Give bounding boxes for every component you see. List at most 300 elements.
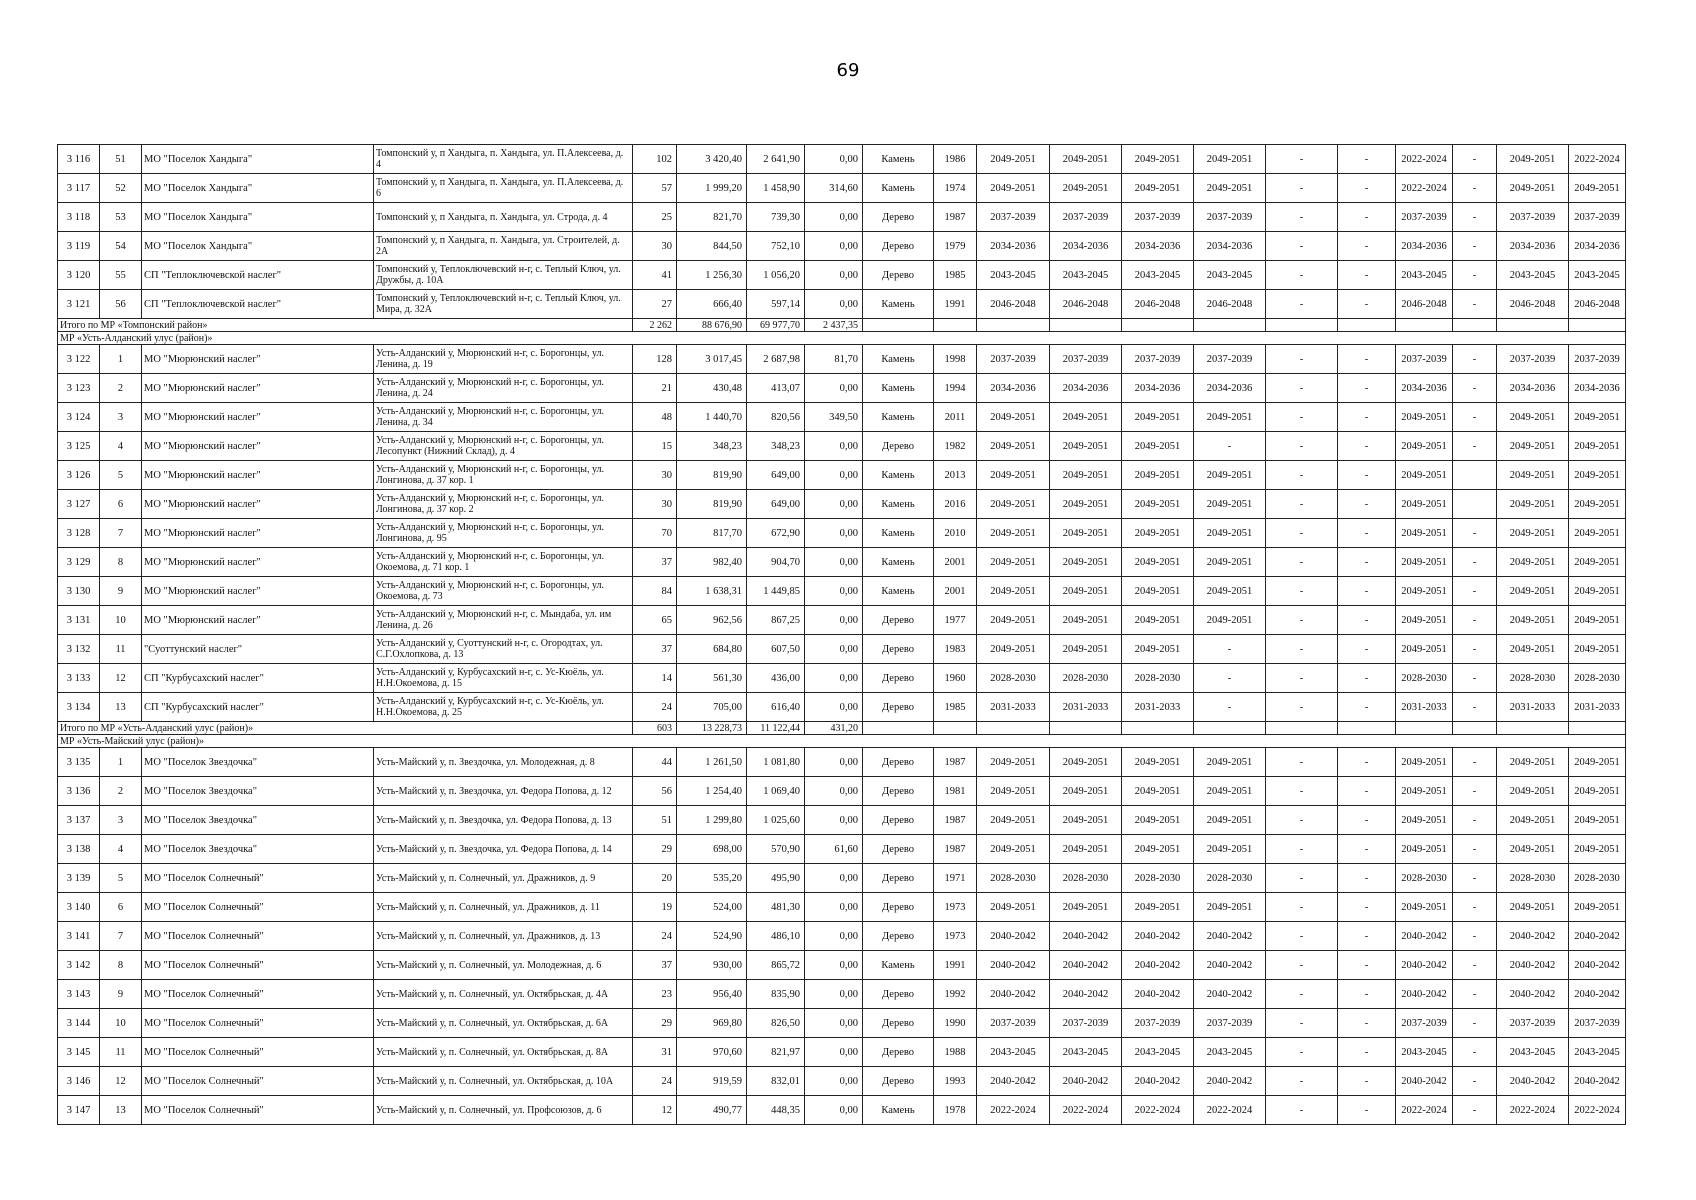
nonresidential-area-cell: 0,00 <box>805 980 863 1009</box>
address-cell: Усть-Алданский у, Мюрюнский н-г, с. Борогонцы, ул. Окоемова, д. 73 <box>374 577 633 606</box>
period-cell: 2034-2036 <box>1497 374 1569 403</box>
period-cell: 2046-2048 <box>977 290 1050 319</box>
empty-cell <box>1497 319 1569 332</box>
period-cell: 2031-2033 <box>1396 693 1453 722</box>
total-area-cell: 698,00 <box>677 835 747 864</box>
period-cell: 2049-2051 <box>1050 606 1122 635</box>
ordinal: 4 <box>100 432 142 461</box>
total-area-cell: 970,60 <box>677 1038 747 1067</box>
total-area-cell: 684,80 <box>677 635 747 664</box>
total-area-cell: 1 256,30 <box>677 261 747 290</box>
living-area-cell: 495,90 <box>747 864 805 893</box>
ordinal: 12 <box>100 1067 142 1096</box>
table-row <box>58 1038 1626 1067</box>
total-area-cell: 666,40 <box>677 290 747 319</box>
year-built-cell: 1979 <box>934 232 977 261</box>
address-cell: Усть-Алданский у, Мюрюнский н-г, с. Борогонцы, ул. Лонгинова, д. 95 <box>374 519 633 548</box>
total-area-cell: 982,40 <box>677 548 747 577</box>
wall-material-cell: Дерево <box>863 203 934 232</box>
address-cell: Усть-Алданский у, Мюрюнский н-г, с. Борогонцы, ул. Лесопункт (Нижний Склад), д. 4 <box>374 432 633 461</box>
period-cell: - <box>1453 951 1497 980</box>
record-number: 3 121 <box>58 290 100 319</box>
living-area-cell: 597,14 <box>747 290 805 319</box>
period-cell: 2028-2030 <box>1569 664 1626 693</box>
apartments-cell: 56 <box>633 777 677 806</box>
section-header-row <box>58 332 1626 345</box>
period-cell: 2037-2039 <box>1194 345 1266 374</box>
period-cell: - <box>1338 893 1396 922</box>
period-cell: 2049-2051 <box>977 577 1050 606</box>
period-cell: 2040-2042 <box>1569 922 1626 951</box>
period-cell: - <box>1453 577 1497 606</box>
table-row <box>58 835 1626 864</box>
apartments-cell: 30 <box>633 490 677 519</box>
period-cell: - <box>1453 403 1497 432</box>
period-cell: - <box>1338 1067 1396 1096</box>
period-cell: 2034-2036 <box>1122 374 1194 403</box>
table-row <box>58 145 1626 174</box>
nonresidential-area-cell: 0,00 <box>805 1067 863 1096</box>
period-cell: 2049-2051 <box>1194 835 1266 864</box>
owner-cell: МО "Поселок Звездочка" <box>142 806 374 835</box>
period-cell: - <box>1453 432 1497 461</box>
period-cell: - <box>1453 693 1497 722</box>
period-cell: 2040-2042 <box>977 951 1050 980</box>
empty-cell <box>1266 722 1338 735</box>
nonresidential-area-cell: 0,00 <box>805 203 863 232</box>
table-row <box>58 461 1626 490</box>
period-cell: 2037-2039 <box>1497 1009 1569 1038</box>
nonresidential-area-cell: 0,00 <box>805 951 863 980</box>
period-cell: 2049-2051 <box>1569 606 1626 635</box>
address-cell: Усть-Майский у, п. Солнечный, ул. Октябрьская, д. 8А <box>374 1038 633 1067</box>
period-cell: 2034-2036 <box>977 374 1050 403</box>
nonresidential-area-cell: 0,00 <box>805 635 863 664</box>
table-row <box>58 635 1626 664</box>
wall-material-cell: Дерево <box>863 1038 934 1067</box>
year-built-cell: 1987 <box>934 806 977 835</box>
living-area-cell: 1 025,60 <box>747 806 805 835</box>
period-cell: 2049-2051 <box>1122 635 1194 664</box>
period-cell: 2022-2024 <box>1194 1096 1266 1125</box>
apartments-cell: 24 <box>633 693 677 722</box>
wall-material-cell: Дерево <box>863 922 934 951</box>
year-built-cell: 1993 <box>934 1067 977 1096</box>
year-built-cell: 1987 <box>934 835 977 864</box>
table-row <box>58 606 1626 635</box>
apartments-cell: 65 <box>633 606 677 635</box>
period-cell <box>1453 461 1497 490</box>
address-cell: Усть-Алданский у, Мюрюнский н-г, с. Борогонцы, ул. Ленина, д. 34 <box>374 403 633 432</box>
year-built-cell: 2013 <box>934 461 977 490</box>
nonresidential-area-cell: 0,00 <box>805 664 863 693</box>
wall-material-cell: Дерево <box>863 864 934 893</box>
period-cell: - <box>1453 290 1497 319</box>
period-cell: - <box>1338 174 1396 203</box>
period-cell: - <box>1453 922 1497 951</box>
period-cell: 2049-2051 <box>1497 748 1569 777</box>
period-cell: 2049-2051 <box>1569 432 1626 461</box>
address-cell: Усть-Алданский у, Мюрюнский н-г, с. Борогонцы, ул. Ленина, д. 19 <box>374 345 633 374</box>
period-cell: 2046-2048 <box>1569 290 1626 319</box>
period-cell: 2037-2039 <box>1396 1009 1453 1038</box>
period-cell: 2049-2051 <box>1194 145 1266 174</box>
wall-material-cell: Дерево <box>863 1067 934 1096</box>
period-cell: 2028-2030 <box>1122 664 1194 693</box>
address-cell: Усть-Алданский у, Мюрюнский н-г, с. Мындаба, ул. им Ленина, д. 26 <box>374 606 633 635</box>
total-value: 69 977,70 <box>747 319 805 332</box>
record-number: 3 140 <box>58 893 100 922</box>
ordinal: 13 <box>100 693 142 722</box>
record-number: 3 144 <box>58 1009 100 1038</box>
empty-cell <box>1122 319 1194 332</box>
period-cell: 2049-2051 <box>1396 577 1453 606</box>
address-cell: Усть-Майский у, п. Солнечный, ул. Дражников, д. 9 <box>374 864 633 893</box>
empty-cell <box>1194 722 1266 735</box>
table-row <box>58 232 1626 261</box>
ordinal: 7 <box>100 519 142 548</box>
period-cell: - <box>1453 1009 1497 1038</box>
period-cell: 2049-2051 <box>1497 174 1569 203</box>
period-cell: - <box>1453 145 1497 174</box>
wall-material-cell: Дерево <box>863 777 934 806</box>
period-cell: 2040-2042 <box>1497 1067 1569 1096</box>
wall-material-cell: Дерево <box>863 1009 934 1038</box>
owner-cell: МО "Поселок Солнечный" <box>142 1096 374 1125</box>
nonresidential-area-cell: 349,50 <box>805 403 863 432</box>
record-number: 3 141 <box>58 922 100 951</box>
period-cell: - <box>1453 893 1497 922</box>
period-cell: 2049-2051 <box>1396 519 1453 548</box>
period-cell: - <box>1266 777 1338 806</box>
owner-cell: СП "Курбусахский наслег" <box>142 664 374 693</box>
period-cell: 2049-2051 <box>1497 548 1569 577</box>
period-cell: 2049-2051 <box>1396 777 1453 806</box>
page-number: 69 <box>836 60 860 81</box>
address-cell: Усть-Майский у, п. Звездочка, ул. Федора Попова, д. 12 <box>374 777 633 806</box>
period-cell: 2049-2051 <box>1194 806 1266 835</box>
year-built-cell: 1971 <box>934 864 977 893</box>
empty-cell <box>1497 722 1569 735</box>
table-row <box>58 374 1626 403</box>
period-cell: 2037-2039 <box>1194 1009 1266 1038</box>
address-cell: Усть-Майский у, п. Солнечный, ул. Дражников, д. 13 <box>374 922 633 951</box>
period-cell: 2040-2042 <box>977 1067 1050 1096</box>
period-cell: 2049-2051 <box>977 490 1050 519</box>
period-cell: 2037-2039 <box>1122 1009 1194 1038</box>
period-cell: 2034-2036 <box>1194 374 1266 403</box>
period-cell: - <box>1453 777 1497 806</box>
total-area-cell: 819,90 <box>677 461 747 490</box>
ordinal: 54 <box>100 232 142 261</box>
apartments-cell: 44 <box>633 748 677 777</box>
total-area-cell: 524,00 <box>677 893 747 922</box>
nonresidential-area-cell: 81,70 <box>805 345 863 374</box>
period-cell: - <box>1338 432 1396 461</box>
period-cell: 2034-2036 <box>1569 374 1626 403</box>
living-area-cell: 2 687,98 <box>747 345 805 374</box>
period-cell: - <box>1338 1096 1396 1125</box>
period-cell: 2049-2051 <box>977 403 1050 432</box>
wall-material-cell: Камень <box>863 548 934 577</box>
total-value: 11 122,44 <box>747 722 805 735</box>
period-cell: 2043-2045 <box>977 1038 1050 1067</box>
period-cell: 2049-2051 <box>1194 893 1266 922</box>
year-built-cell: 1986 <box>934 145 977 174</box>
total-area-cell: 3 420,40 <box>677 145 747 174</box>
table-row <box>58 577 1626 606</box>
period-cell: 2049-2051 <box>1569 893 1626 922</box>
period-cell: - <box>1453 519 1497 548</box>
record-number: 3 130 <box>58 577 100 606</box>
period-cell: - <box>1266 806 1338 835</box>
empty-cell <box>1050 319 1122 332</box>
apartments-cell: 12 <box>633 1096 677 1125</box>
period-cell: 2049-2051 <box>1050 548 1122 577</box>
period-cell: 2037-2039 <box>1569 1009 1626 1038</box>
period-cell: - <box>1266 174 1338 203</box>
ordinal: 6 <box>100 893 142 922</box>
period-cell: - <box>1194 432 1266 461</box>
period-cell: 2034-2036 <box>1396 232 1453 261</box>
period-cell: 2043-2045 <box>1569 1038 1626 1067</box>
owner-cell: МО "Поселок Солнечный" <box>142 1038 374 1067</box>
address-cell: Усть-Алданский у, Суоттунский н-г, с. Огородтах, ул. С.Г.Охлопкова, д. 13 <box>374 635 633 664</box>
period-cell: 2043-2045 <box>1396 261 1453 290</box>
period-cell: - <box>1338 835 1396 864</box>
living-area-cell: 821,97 <box>747 1038 805 1067</box>
apartments-cell: 23 <box>633 980 677 1009</box>
total-area-cell: 1 999,20 <box>677 174 747 203</box>
period-cell: 2049-2051 <box>1497 806 1569 835</box>
period-cell: 2049-2051 <box>1194 490 1266 519</box>
living-area-cell: 865,72 <box>747 951 805 980</box>
period-cell: 2049-2051 <box>1396 806 1453 835</box>
period-cell: 2028-2030 <box>1497 664 1569 693</box>
period-cell: 2049-2051 <box>977 174 1050 203</box>
period-cell: 2046-2048 <box>1050 290 1122 319</box>
empty-cell <box>977 319 1050 332</box>
period-cell: 2046-2048 <box>1122 290 1194 319</box>
nonresidential-area-cell: 0,00 <box>805 577 863 606</box>
total-area-cell: 705,00 <box>677 693 747 722</box>
table-row <box>58 490 1626 519</box>
owner-cell: МО "Мюрюнский наслег" <box>142 403 374 432</box>
period-cell: - <box>1453 835 1497 864</box>
period-cell: - <box>1453 980 1497 1009</box>
table-row <box>58 290 1626 319</box>
year-built-cell: 1991 <box>934 290 977 319</box>
living-area-cell: 1 458,90 <box>747 174 805 203</box>
period-cell: 2049-2051 <box>977 748 1050 777</box>
nonresidential-area-cell: 0,00 <box>805 806 863 835</box>
nonresidential-area-cell: 0,00 <box>805 922 863 951</box>
record-number: 3 118 <box>58 203 100 232</box>
period-cell: - <box>1453 261 1497 290</box>
record-number: 3 142 <box>58 951 100 980</box>
owner-cell: МО "Поселок Хандыга" <box>142 145 374 174</box>
period-cell: - <box>1338 519 1396 548</box>
period-cell: 2049-2051 <box>1569 835 1626 864</box>
period-cell: - <box>1194 664 1266 693</box>
period-cell: 2049-2051 <box>1050 432 1122 461</box>
period-cell: - <box>1266 519 1338 548</box>
nonresidential-area-cell: 314,60 <box>805 174 863 203</box>
period-cell: 2040-2042 <box>977 922 1050 951</box>
period-cell: 2022-2024 <box>1497 1096 1569 1125</box>
empty-cell <box>1338 319 1396 332</box>
empty-cell <box>1453 319 1497 332</box>
period-cell: 2049-2051 <box>977 777 1050 806</box>
owner-cell: СП "Теплоключевской наслег" <box>142 290 374 319</box>
wall-material-cell: Камень <box>863 951 934 980</box>
empty-cell <box>863 319 934 332</box>
period-cell: - <box>1338 490 1396 519</box>
living-area-cell: 820,56 <box>747 403 805 432</box>
living-area-cell: 835,90 <box>747 980 805 1009</box>
period-cell: - <box>1453 864 1497 893</box>
record-number: 3 120 <box>58 261 100 290</box>
address-cell: Томпонский у, Теплоключевский н-г, с. Теплый Ключ, ул. Дружбы, д. 10А <box>374 261 633 290</box>
ordinal: 1 <box>100 345 142 374</box>
table-row <box>58 951 1626 980</box>
wall-material-cell: Камень <box>863 174 934 203</box>
apartments-cell: 27 <box>633 290 677 319</box>
period-cell: 2034-2036 <box>1050 374 1122 403</box>
period-cell: 2049-2051 <box>977 432 1050 461</box>
period-cell: 2040-2042 <box>1050 980 1122 1009</box>
period-cell: 2049-2051 <box>1122 461 1194 490</box>
period-cell: 2034-2036 <box>1396 374 1453 403</box>
living-area-cell: 649,00 <box>747 461 805 490</box>
period-cell: 2034-2036 <box>1569 232 1626 261</box>
ordinal: 56 <box>100 290 142 319</box>
owner-cell: МО "Поселок Звездочка" <box>142 835 374 864</box>
period-cell: 2034-2036 <box>977 232 1050 261</box>
owner-cell: МО "Мюрюнский наслег" <box>142 548 374 577</box>
record-number: 3 143 <box>58 980 100 1009</box>
period-cell: - <box>1266 203 1338 232</box>
record-number: 3 131 <box>58 606 100 635</box>
nonresidential-area-cell: 0,00 <box>805 606 863 635</box>
table-row <box>58 748 1626 777</box>
nonresidential-area-cell: 0,00 <box>805 490 863 519</box>
period-cell: - <box>1338 374 1396 403</box>
ordinal: 10 <box>100 606 142 635</box>
period-cell: - <box>1338 290 1396 319</box>
address-cell: Томпонский у, Теплоключевский н-г, с. Теплый Ключ, ул. Мира, д. 32А <box>374 290 633 319</box>
period-cell: 2040-2042 <box>1122 922 1194 951</box>
apartments-cell: 48 <box>633 403 677 432</box>
period-cell: - <box>1338 864 1396 893</box>
period-cell: 2049-2051 <box>1569 577 1626 606</box>
period-cell: - <box>1266 374 1338 403</box>
period-cell: 2049-2051 <box>1122 606 1194 635</box>
period-cell: - <box>1266 922 1338 951</box>
apartments-cell: 30 <box>633 232 677 261</box>
apartments-cell: 51 <box>633 806 677 835</box>
section-header-row <box>58 735 1626 748</box>
period-cell: - <box>1266 864 1338 893</box>
living-area-cell: 826,50 <box>747 1009 805 1038</box>
housing-registry-table <box>57 144 1626 1125</box>
owner-cell: МО "Поселок Солнечный" <box>142 1067 374 1096</box>
year-built-cell: 1960 <box>934 664 977 693</box>
period-cell: 2040-2042 <box>1194 922 1266 951</box>
owner-cell: МО "Мюрюнский наслег" <box>142 461 374 490</box>
period-cell: - <box>1338 777 1396 806</box>
owner-cell: МО "Мюрюнский наслег" <box>142 374 374 403</box>
empty-cell <box>1453 722 1497 735</box>
period-cell: 2049-2051 <box>1497 577 1569 606</box>
living-area-cell: 436,00 <box>747 664 805 693</box>
table-row <box>58 980 1626 1009</box>
period-cell: 2049-2051 <box>1050 174 1122 203</box>
apartments-cell: 31 <box>633 1038 677 1067</box>
table-row <box>58 548 1626 577</box>
period-cell: 2022-2024 <box>1569 145 1626 174</box>
total-area-cell: 919,59 <box>677 1067 747 1096</box>
period-cell: - <box>1338 345 1396 374</box>
period-cell: - <box>1338 693 1396 722</box>
total-label: Итого по МР «Усть-Алданский улус (район)» <box>58 722 633 735</box>
year-built-cell: 1985 <box>934 693 977 722</box>
total-area-cell: 535,20 <box>677 864 747 893</box>
period-cell: - <box>1266 490 1338 519</box>
year-built-cell: 2001 <box>934 577 977 606</box>
year-built-cell: 1988 <box>934 1038 977 1067</box>
period-cell: 2049-2051 <box>1569 461 1626 490</box>
address-cell: Усть-Алданский у, Мюрюнский н-г, с. Борогонцы, ул. Окоемова, д. 71 кор. 1 <box>374 548 633 577</box>
record-number: 3 122 <box>58 345 100 374</box>
year-built-cell: 2016 <box>934 490 977 519</box>
year-built-cell: 1990 <box>934 1009 977 1038</box>
table-row <box>58 693 1626 722</box>
period-cell: - <box>1338 145 1396 174</box>
period-cell: - <box>1338 922 1396 951</box>
period-cell: 2040-2042 <box>1396 1067 1453 1096</box>
living-area-cell: 1 081,80 <box>747 748 805 777</box>
period-cell: 2049-2051 <box>1194 174 1266 203</box>
period-cell: 2022-2024 <box>977 1096 1050 1125</box>
period-cell: 2040-2042 <box>1050 922 1122 951</box>
record-number: 3 119 <box>58 232 100 261</box>
year-built-cell: 1987 <box>934 748 977 777</box>
living-area-cell: 904,70 <box>747 548 805 577</box>
period-cell: 2034-2036 <box>1122 232 1194 261</box>
table-body <box>58 145 1626 1125</box>
period-cell: 2049-2051 <box>1194 606 1266 635</box>
year-built-cell: 1992 <box>934 980 977 1009</box>
period-cell: - <box>1194 693 1266 722</box>
living-area-cell: 1 056,20 <box>747 261 805 290</box>
period-cell: 2049-2051 <box>977 548 1050 577</box>
address-cell: Усть-Майский у, п. Солнечный, ул. Молодежная, д. 6 <box>374 951 633 980</box>
table-row <box>58 1067 1626 1096</box>
period-cell: 2049-2051 <box>1497 777 1569 806</box>
period-cell: - <box>1338 548 1396 577</box>
period-cell: 2037-2039 <box>1396 203 1453 232</box>
living-area-cell: 832,01 <box>747 1067 805 1096</box>
period-cell: 2049-2051 <box>1122 893 1194 922</box>
ordinal: 3 <box>100 806 142 835</box>
ordinal: 9 <box>100 577 142 606</box>
period-cell: 2049-2051 <box>1050 748 1122 777</box>
period-cell: - <box>1266 461 1338 490</box>
period-cell: 2040-2042 <box>1050 1067 1122 1096</box>
period-cell: 2028-2030 <box>1396 864 1453 893</box>
year-built-cell: 1977 <box>934 606 977 635</box>
